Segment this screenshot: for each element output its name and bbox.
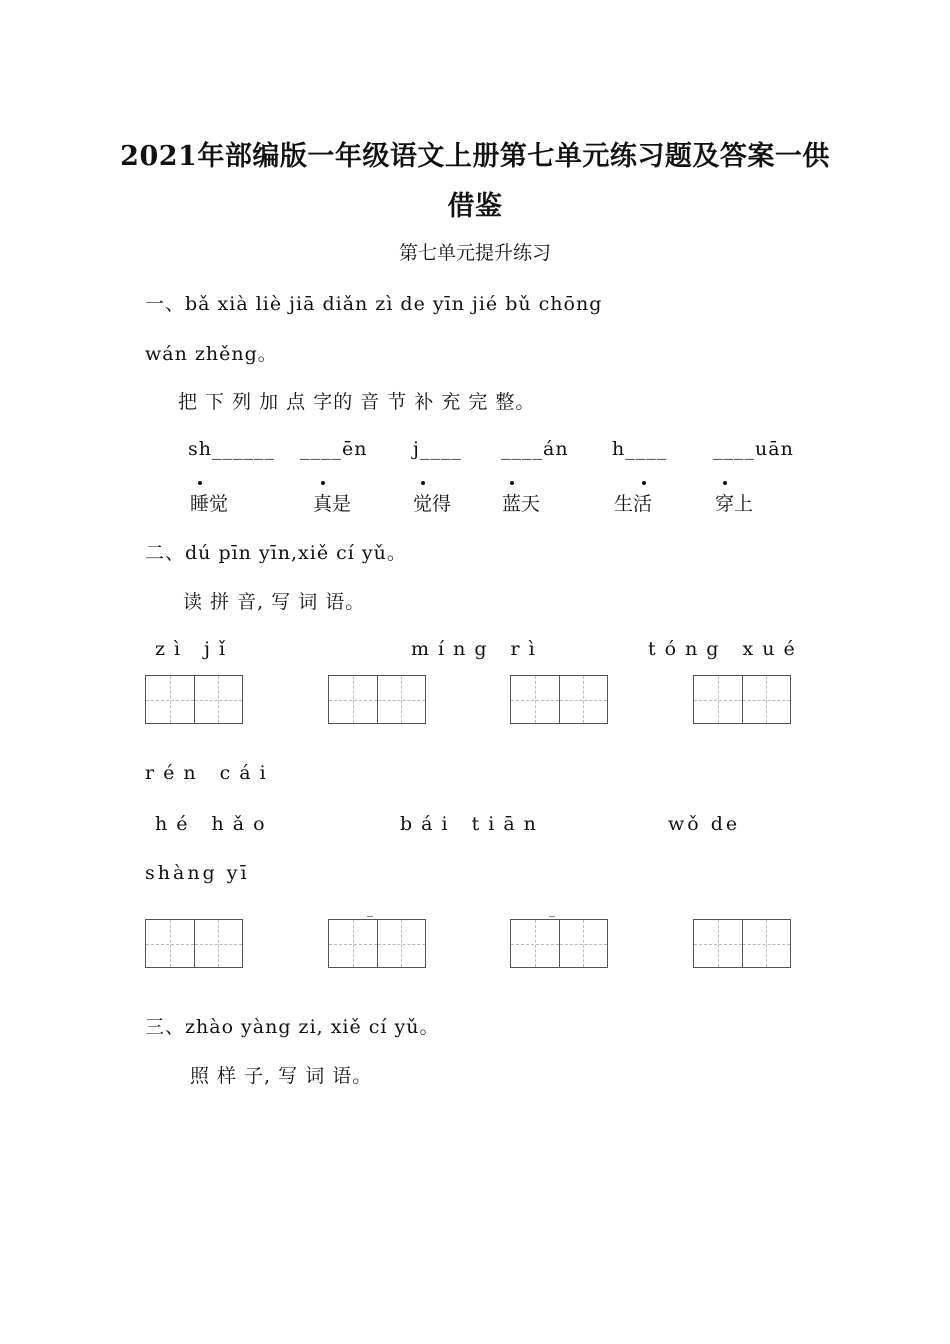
writing-grid-5[interactable] xyxy=(145,919,243,968)
pinyin-wode: wǒ de xyxy=(668,813,741,835)
pinyin-tongxue: tóng xué xyxy=(648,638,804,660)
pinyin-mingri: míng rì xyxy=(411,638,544,660)
dotted-word-5: 生活 xyxy=(614,489,652,516)
writing-grid-4[interactable] xyxy=(693,675,791,724)
writing-grid-8[interactable] xyxy=(693,919,791,968)
dotted-word-1: 睡觉 xyxy=(190,489,228,516)
pinyin-baitian: bái tiān xyxy=(400,813,545,835)
q1-pinyin-line1: 一、bǎ xià liè jiā diǎn zì de yīn jié bǔ chōng xyxy=(145,293,603,315)
writing-grid-3[interactable] xyxy=(510,675,608,724)
document-title-line2: 借鉴 xyxy=(447,191,503,222)
q3-pinyin-line: 三、zhào yàng zi, xiě cí yǔ。 xyxy=(145,1016,440,1038)
pinyin-ziji: zì jǐ xyxy=(155,638,235,660)
blank-1[interactable]: sh______ xyxy=(188,438,275,460)
q1-instruction: 把 下 列 加 点 字的 音 节 补 充 完 整。 xyxy=(178,391,536,413)
dotted-word-3: 觉得 xyxy=(413,489,451,516)
pinyin-shangyi: shàng yī xyxy=(145,862,250,884)
blank-6[interactable]: ____uān xyxy=(713,438,794,460)
blank-5[interactable]: h____ xyxy=(612,438,668,460)
dotted-word-4: 蓝天 xyxy=(502,489,540,516)
writing-grid-7[interactable] xyxy=(510,919,608,968)
q2-instruction: 读 拼 音, 写 词 语。 xyxy=(183,591,366,613)
writing-grid-2[interactable] xyxy=(328,675,426,724)
pinyin-hehao: hé hǎo xyxy=(155,813,274,835)
dotted-word-2: 真是 xyxy=(313,489,351,516)
q1-pinyin-line2: wán zhěng。 xyxy=(145,343,278,365)
blank-4[interactable]: ____án xyxy=(501,438,569,460)
pinyin-rencai: rén cái xyxy=(145,762,275,784)
section-subtitle: 第七单元提升练习 xyxy=(398,242,551,264)
q2-pinyin-line: 二、dú pīn yīn,xiě cí yǔ。 xyxy=(145,542,407,564)
blank-2[interactable]: ____ēn xyxy=(300,438,368,460)
writing-grid-6[interactable] xyxy=(328,919,426,968)
dotted-word-6: 穿上 xyxy=(715,489,753,516)
document-title-line1: 2021年部编版一年级语文上册第七单元练习题及答案一供 xyxy=(120,141,830,172)
writing-grid-1[interactable] xyxy=(145,675,243,724)
blank-3[interactable]: j____ xyxy=(413,438,462,460)
q3-instruction: 照 样 子, 写 词 语。 xyxy=(190,1065,373,1087)
